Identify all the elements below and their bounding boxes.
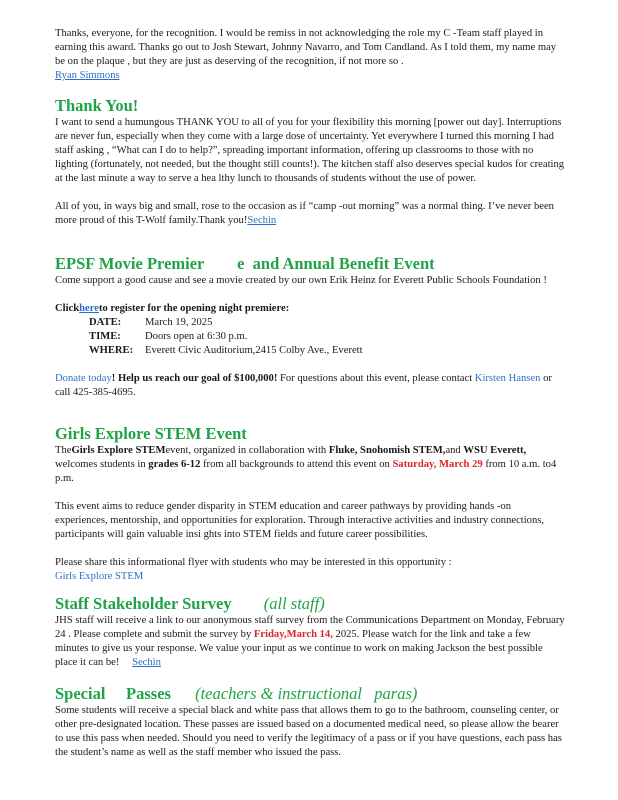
where-value: Everett Civic Auditorium,2415 Colby Ave., Everett — [145, 345, 363, 356]
survey-subtitle: (all staff) — [263, 594, 325, 613]
time-value: Doors open at 6:30 p.m. — [145, 331, 248, 342]
date-label: DATE: — [89, 317, 122, 328]
time-range-text: from 10 a.m. to4 p.m. — [55, 459, 557, 484]
collab-text: event, organized in collaboration with — [165, 445, 327, 456]
epsf-heading: EPSF Movie Premier e and Annual Benefit Event — [55, 254, 435, 273]
stem-date: Saturday, March 29 — [392, 459, 483, 470]
grades-text: grades 6-12 — [148, 459, 201, 470]
sechin-link-2[interactable]: Sechin — [132, 657, 161, 668]
register-here-link[interactable]: here — [79, 303, 99, 314]
event-date-row — [89, 316, 565, 330]
epsf-section — [55, 254, 565, 400]
survey-heading — [55, 594, 565, 614]
girls-stem-section — [55, 424, 565, 584]
survey-body — [55, 614, 565, 670]
attend-text: from all backgrounds to attend this event on — [203, 459, 390, 470]
girls-stem-heading: Girls Explore STEM Event — [55, 424, 247, 443]
passes-body: Some students will receive a special black and white pass that allows them to go to the bathroom, counseling center, or other pre-designated location. These passes are issued based on a documented medical need, so please allow the bearer to use this pass when needed. Should you need to verify the legitimacy of a pass or if you have questions, each pass has the student’s name as well as the staff member who issued the pass. — [55, 705, 562, 758]
passes-subtitle: (teachers & instructional paras) — [195, 684, 418, 703]
event-where-row — [89, 344, 565, 358]
survey-section — [55, 594, 565, 670]
donate-today-link[interactable]: Donate today — [55, 373, 112, 384]
partner-2: WSU Everett, — [463, 445, 527, 456]
kirsten-hansen-link[interactable]: Kirsten Hansen — [474, 373, 541, 384]
survey-title: Staff Stakeholder Survey — [55, 594, 232, 613]
thank-you-paragraph-2-text: All of you, in ways big and small, rose to the occasion as if “camp -out morning” was a normal thing. I’ve never been more proud of this T-Wolf family.Thank you! — [55, 201, 554, 226]
survey-text-1: JHS staff will receive a link to our anonymous staff survey from the Communications Department on Monday, February 24 . Please complete and submit the survey by — [55, 615, 565, 640]
welcomes-text: welcomes students in — [55, 459, 146, 470]
sechin-link-1[interactable]: Sechin — [247, 215, 277, 226]
donate-line — [55, 372, 565, 400]
passes-title: Special Passes — [55, 684, 171, 703]
event-name: Girls Explore STEM — [71, 445, 166, 456]
passes-heading — [55, 684, 565, 704]
event-details — [89, 316, 565, 358]
thank-you-paragraph-1: I want to send a humungous THANK YOU to all of you for your flexibility this morning [power out day]. Interruptions are never fun, especially when they come with a large dose of uncertainty. Yet everywhere I turned this morning I had staff asking , “What can I do to help?”, spreading important information, offering up classrooms to those with no lighting (fortunately, not needed, but the thought still counts!). The kitchen staff also deserves special kudos for creating at the last minute a way to serve a hea lthy lunch to thousands of students without the use of power. — [55, 117, 565, 184]
girls-stem-paragraph-3: Please share this informational flyer with students who may be interested in this opportunity : — [55, 557, 452, 568]
survey-text-2: 2025. Please watch for the link and take a few minutes to give us your response. We value your input as we continue to work on making Jackson the best possible place it can be! — [55, 629, 543, 668]
ryan-simmons-link[interactable]: Ryan Simmons — [55, 70, 120, 81]
the-text: The — [55, 445, 72, 456]
passes-section — [55, 684, 565, 760]
girls-stem-paragraph-1 — [55, 444, 565, 486]
partner-1: Fluke, Snohomish STEM, — [328, 445, 446, 456]
event-time-row — [89, 330, 565, 344]
thanks-body: Thanks, everyone, for the recognition. I would be remiss in not acknowledging the role my C -Team staff played in earning this award. Thanks go out to Josh Stewart, Johnny Navarro, and Tom Candland. As I told them, my name may be on the plaque , but they are just as deserving of the recognition, if not more so . — [55, 28, 557, 67]
click-prefix: Click — [55, 303, 80, 314]
epsf-intro: Come support a good cause and see a movie created by our own Erik Heinz for Everett Public Schools Foundation ! — [55, 275, 547, 286]
where-label: WHERE: — [89, 345, 134, 356]
time-label: TIME: — [89, 331, 121, 342]
thank-you-section — [55, 96, 565, 228]
goal-text: ! Help us reach our goal of $100,000! — [111, 373, 278, 384]
thank-you-heading: Thank You! — [55, 96, 139, 115]
click-suffix: to register for the opening night premiere: — [98, 303, 290, 314]
date-value: March 19, 2025 — [145, 317, 213, 328]
thank-you-paragraph-2 — [55, 200, 565, 228]
girls-stem-flyer-link[interactable]: Girls Explore STEM — [55, 571, 144, 582]
survey-deadline: Friday,March 14, — [253, 629, 333, 640]
and-text: and — [445, 445, 461, 456]
girls-stem-paragraph-2: This event aims to reduce gender disparity in STEM education and career pathways by providing hands -on experiences, mentorship, and opportunities for exploration. Through interactive activities and industry connections, participants will gain valuable insi ghts into STEM fields and future career possibilities. — [55, 501, 545, 540]
thanks-section — [55, 27, 565, 83]
epsf-register-line — [55, 302, 565, 316]
contact-phone: or call 425-385-4695. — [55, 373, 552, 398]
contact-text: For questions about this event, please contact — [280, 373, 473, 384]
